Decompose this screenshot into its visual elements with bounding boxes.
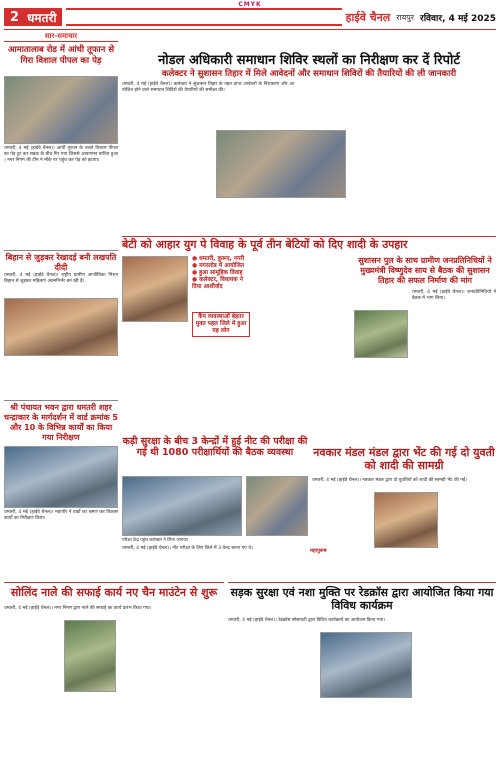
third-left-body: धमतरी, 4 मई (हाईवे चैनल)। महापौर ने वार्डों का भ्रमण कर विकास कार्यों का निरीक्षण किया। [4, 510, 120, 521]
main-subheadline: कलेक्टर ने सुशासन तिहार में मिले आवेदनों और समाधान शिविरों की तैयारियों की ली जानकारी [161, 69, 457, 79]
redcross-head [228, 586, 496, 614]
divider [4, 400, 118, 401]
marriage-headline: बेटी को आहार युग पे विवाह के पूर्व तीन बेटियों को दिए शादी के उपहार [122, 238, 408, 251]
bullet-item: ● धमतरी, कुरूद, नगरी [192, 256, 244, 262]
navkar-headline: नवकार मंडल मंडल द्वारा भेंट की गई दो युवती को शादी की सामग्री [313, 446, 495, 472]
edition-city: रायपुर [396, 12, 415, 22]
bullet-item: ● हुआ सामूहिक विवाह [192, 270, 243, 276]
exam-center-photo [122, 476, 242, 536]
divider [228, 582, 496, 583]
solar-headline: सोलिंद नाले की सफाई कार्य नए चैन माउंटेन से शुरू [10, 586, 218, 599]
second-left-headline: बिहान से जुड़कर रेखादई बनी लखपति दीदी [5, 253, 117, 272]
left-headline: आमातालाब रोड में आंधी तूफान से गिरा विशाल पीपल का पेड़ [7, 45, 115, 66]
main-headline: नोडल अधिकारी समाधान शिविर स्थलों का निरीक्षण कर दें रिपोर्ट [158, 53, 460, 68]
navkar-body: धमतरी, 4 मई (हाईवे चैनल)। नवकार मंडल द्वारा दो युवतियों को शादी की सामग्री भेंट की गई। [312, 478, 467, 483]
masthead [346, 10, 496, 25]
main-story-body: धमतरी, 4 मई (हाईवे चैनल)। कलेक्टर ने सुशासन तिहार के तहत प्राप्त आवेदनों के निराकरण और आयोजित होने वाले समाधान शिविरों की तैयारियों की समीक्षा की। [122, 82, 294, 93]
right-story-head [354, 256, 496, 286]
newspaper-brand: हाईवे चैनल [345, 10, 391, 24]
redcross-photo [320, 632, 412, 698]
divider [4, 582, 224, 583]
marriage-bullets [192, 256, 250, 310]
redcross-headline: सड़क सुरक्षा एवं नशा मुक्ति पर रेडक्रॉस द्वारा आयोजित किया गया विविध कार्यक्रम [230, 586, 494, 612]
collector-inspection-photo [246, 476, 308, 536]
marriage-head [122, 238, 496, 252]
third-left-headline: श्री पंचायत भवन द्वारा धमतरी शहर चन्द्राकार के मार्गदर्शन में वार्ड क्रमांक 5 और 10 के विभिन्न कार्यों का किया गया निरीक्षण [4, 403, 118, 442]
header-stripe [66, 8, 341, 26]
right-headline: सुशासन पुल के साथ ग्रामीण जनप्रतिनिधियों ने मुख्यमंत्री विष्णुदेव साय से बैठक की सुशासन तिहार की सफल निर्माण की मांग [358, 256, 492, 285]
header-rule [4, 29, 496, 30]
divider [4, 250, 118, 251]
edition-date: रविवार, 4 मई 2025 [420, 13, 496, 24]
third-left-head [4, 403, 118, 443]
right-story-body: धमतरी, 4 मई (हाईवे चैनल)। जनप्रतिनिधियों ने बैठक में भाग लिया। [412, 290, 498, 301]
page-header [4, 8, 496, 26]
neet-caption: परीक्षा केंद्र पहुंच कलेक्टर ने लिया जायजा [122, 538, 188, 543]
navkar-photo [374, 492, 438, 548]
marriage-body [254, 256, 350, 436]
left-story-body: धमतरी, 4 मई (हाईवे चैनल)। आंधी तूफान के चलते विशाल पीपल का पेड़ टूट कर सड़क के बीच गिर गया जिससे आवागमन बाधित हुआ। नगर निगम की टीम ने मौके पर पहुंच कर पेड़ को हटाया। [4, 146, 120, 163]
drain-cleaning-photo [64, 620, 116, 692]
marriage-side-box [192, 312, 250, 342]
neet-headline: कड़ी सुरक्षा के बीच 3 केन्द्रों में हुई नीट की परीक्षा की गई थी 1080 परीक्षार्थियों की बैठक व्यवस्था [122, 436, 308, 458]
collector-meeting-photo [216, 130, 346, 198]
section-name: धमतरी [27, 10, 57, 25]
page-number: 2 [10, 9, 20, 25]
neet-head [122, 436, 308, 472]
marriage-side-heading: कैंप व्यवस्थाओं बेहतर मुक्त पहल जिले में हुआ यह लोग [192, 312, 250, 337]
solar-body: धमतरी, 4 मई (हाईवे चैनल)। नगर निगम द्वारा नाले की सफाई का कार्य प्रारंभ किया गया। [4, 606, 152, 611]
page-label [4, 8, 62, 26]
bullet-item: ● मगरलोड में आयोजित [192, 263, 244, 269]
wedding-photo [122, 256, 188, 322]
main-story-body-right [350, 82, 496, 232]
left-story-head [4, 32, 118, 74]
tree-fall-photo [4, 76, 118, 144]
left-kicker: सार-समाचार [4, 32, 118, 42]
inspection-photo [4, 446, 118, 508]
solar-head [4, 586, 224, 604]
redcross-body: धमतरी, 4 मई (हाईवे चैनल)। रेडक्रॉस सोसायटी द्वारा विविध कार्यक्रमों का आयोजन किया गया। [228, 618, 385, 623]
lakhpati-didi-photo [4, 298, 118, 356]
neet-body: धमतरी, 4 मई (हाईवे चैनल)। नीट परीक्षा के लिए जिले में 3 केन्द्र बनाए गए थे। [122, 546, 253, 551]
divider [122, 236, 496, 237]
top-brand-mark: CMYK [238, 1, 262, 8]
second-left-head [4, 253, 118, 271]
navkar-head [312, 446, 496, 476]
neet-byline: महापुरूष [310, 548, 327, 554]
delegation-photo [354, 310, 408, 358]
bullet-item: ● कलेक्टर, विधायक ने दिया आशीर्वाद [192, 277, 243, 290]
second-left-body: धमतरी, 4 मई (हाईवे चैनल)। राष्ट्रीय ग्रामीण आजीविका मिशन बिहान से जुड़कर महिलाएं आत्मनिर्भर बन रही हैं। [4, 273, 120, 284]
